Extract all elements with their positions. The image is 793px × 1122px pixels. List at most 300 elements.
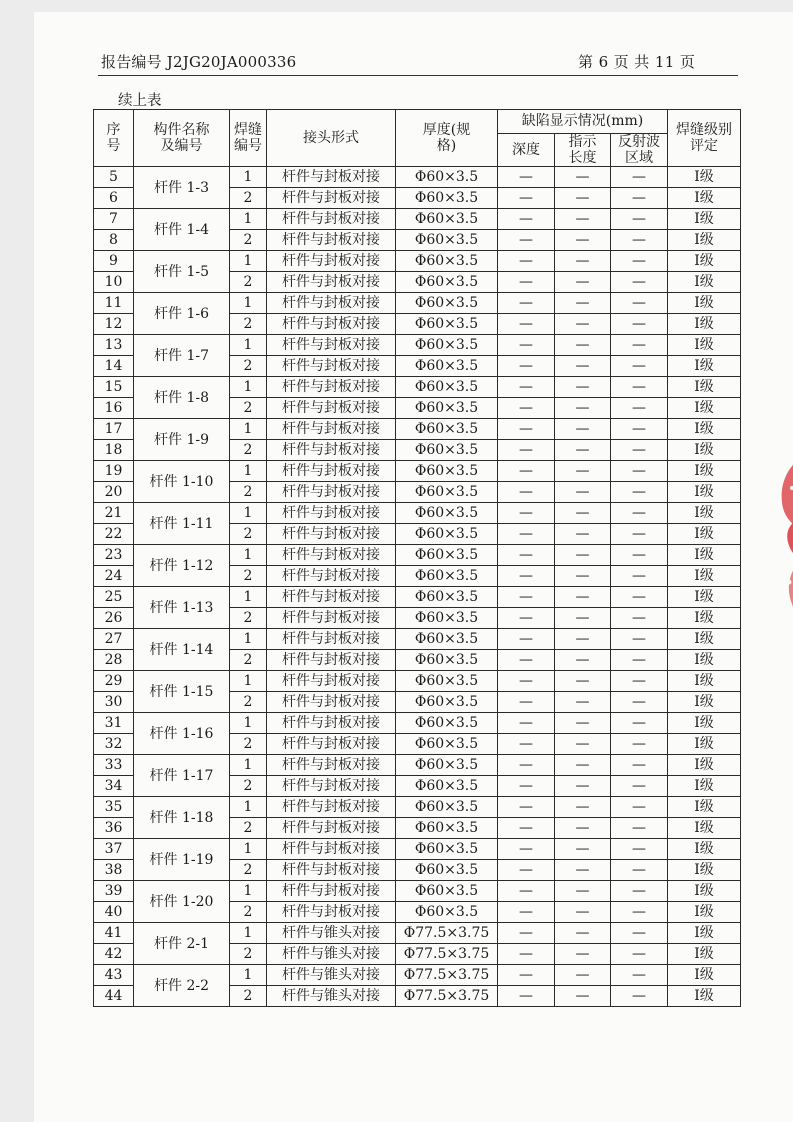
depth-cell: — <box>498 881 555 902</box>
weld-number-cell: 2 <box>230 818 267 839</box>
weld-number-cell: 1 <box>230 419 267 440</box>
weld-number-cell: 2 <box>230 356 267 377</box>
joint-form-cell: 杆件与封板对接 <box>267 797 396 818</box>
seq-cell: 38 <box>94 860 134 881</box>
weld-number-cell: 1 <box>230 167 267 188</box>
spec-cell: Φ60×3.5 <box>396 839 498 860</box>
spec-cell: Φ60×3.5 <box>396 587 498 608</box>
reflection-zone-cell: — <box>611 944 668 965</box>
grade-cell: Ⅰ级 <box>668 965 741 986</box>
table-row <box>94 839 741 860</box>
joint-form-cell: 杆件与封板对接 <box>267 587 396 608</box>
weld-number-cell: 2 <box>230 524 267 545</box>
joint-form-cell: 杆件与封板对接 <box>267 335 396 356</box>
weld-number-cell: 2 <box>230 650 267 671</box>
joint-form-cell: 杆件与封板对接 <box>267 671 396 692</box>
header-joint-form: 接头形式 <box>267 110 396 167</box>
indication-length-cell: — <box>555 629 611 650</box>
table-row <box>94 167 741 188</box>
weld-number-cell: 1 <box>230 209 267 230</box>
indication-length-cell: — <box>555 881 611 902</box>
grade-cell: Ⅰ级 <box>668 503 741 524</box>
indication-length-cell: — <box>555 818 611 839</box>
depth-cell: — <box>498 440 555 461</box>
header-member: 构件名称及编号 <box>134 110 230 167</box>
grade-cell: Ⅰ级 <box>668 188 741 209</box>
weld-number-cell: 1 <box>230 335 267 356</box>
joint-form-cell: 杆件与封板对接 <box>267 713 396 734</box>
weld-number-cell: 1 <box>230 503 267 524</box>
seq-cell: 37 <box>94 839 134 860</box>
reflection-zone-cell: — <box>611 335 668 356</box>
header-indication-length: 指示长度 <box>555 134 611 167</box>
depth-cell: — <box>498 377 555 398</box>
reflection-zone-cell: — <box>611 314 668 335</box>
depth-cell: — <box>498 209 555 230</box>
spec-cell: Φ60×3.5 <box>396 755 498 776</box>
indication-length-cell: — <box>555 398 611 419</box>
table-body <box>94 167 741 1007</box>
grade-cell: Ⅰ级 <box>668 629 741 650</box>
seq-cell: 23 <box>94 545 134 566</box>
joint-form-cell: 杆件与封板对接 <box>267 776 396 797</box>
reflection-zone-cell: — <box>611 461 668 482</box>
depth-cell: — <box>498 335 555 356</box>
indication-length-cell: — <box>555 419 611 440</box>
weld-number-cell: 1 <box>230 671 267 692</box>
indication-length-cell: — <box>555 755 611 776</box>
joint-form-cell: 杆件与封板对接 <box>267 482 396 503</box>
reflection-zone-cell: — <box>611 776 668 797</box>
header-weld-no: 焊缝编号 <box>230 110 267 167</box>
member-name-cell: 杆件 1-19 <box>134 839 230 881</box>
reflection-zone-cell: — <box>611 923 668 944</box>
reflection-zone-cell: — <box>611 839 668 860</box>
table-row <box>94 419 741 440</box>
depth-cell: — <box>498 776 555 797</box>
spec-cell: Φ60×3.5 <box>396 524 498 545</box>
spec-cell: Φ60×3.5 <box>396 461 498 482</box>
spec-cell: Φ60×3.5 <box>396 545 498 566</box>
grade-cell: Ⅰ级 <box>668 566 741 587</box>
seq-cell: 9 <box>94 251 134 272</box>
depth-cell: — <box>498 713 555 734</box>
joint-form-cell: 杆件与封板对接 <box>267 608 396 629</box>
table-row <box>94 293 741 314</box>
indication-length-cell: — <box>555 923 611 944</box>
seq-cell: 34 <box>94 776 134 797</box>
indication-length-cell: — <box>555 272 611 293</box>
depth-cell: — <box>498 293 555 314</box>
reflection-zone-cell: — <box>611 293 668 314</box>
joint-form-cell: 杆件与封板对接 <box>267 902 396 923</box>
seq-cell: 36 <box>94 818 134 839</box>
joint-form-cell: 杆件与锥头对接 <box>267 965 396 986</box>
grade-cell: Ⅰ级 <box>668 818 741 839</box>
spec-cell: Φ60×3.5 <box>396 419 498 440</box>
joint-form-cell: 杆件与锥头对接 <box>267 986 396 1007</box>
reflection-zone-cell: — <box>611 524 668 545</box>
table-row <box>94 923 741 944</box>
seq-cell: 6 <box>94 188 134 209</box>
seq-cell: 21 <box>94 503 134 524</box>
grade-cell: Ⅰ级 <box>668 419 741 440</box>
table-row <box>94 587 741 608</box>
seq-cell: 10 <box>94 272 134 293</box>
spec-cell: Φ60×3.5 <box>396 860 498 881</box>
table-row <box>94 671 741 692</box>
indication-length-cell: — <box>555 461 611 482</box>
table-row <box>94 503 741 524</box>
indication-length-cell: — <box>555 188 611 209</box>
spec-cell: Φ60×3.5 <box>396 356 498 377</box>
depth-cell: — <box>498 965 555 986</box>
weld-number-cell: 1 <box>230 923 267 944</box>
spec-cell: Φ60×3.5 <box>396 692 498 713</box>
spec-cell: Φ77.5×3.75 <box>396 944 498 965</box>
spec-cell: Φ60×3.5 <box>396 503 498 524</box>
spec-cell: Φ60×3.5 <box>396 293 498 314</box>
seq-cell: 44 <box>94 986 134 1007</box>
spec-cell: Φ60×3.5 <box>396 902 498 923</box>
joint-form-cell: 杆件与封板对接 <box>267 440 396 461</box>
header-seq: 序号 <box>94 110 134 167</box>
weld-number-cell: 1 <box>230 251 267 272</box>
weld-number-cell: 2 <box>230 314 267 335</box>
spec-cell: Φ60×3.5 <box>396 314 498 335</box>
grade-cell: Ⅰ级 <box>668 860 741 881</box>
spec-cell: Φ60×3.5 <box>396 881 498 902</box>
indication-length-cell: — <box>555 440 611 461</box>
indication-length-cell: — <box>555 377 611 398</box>
member-name-cell: 杆件 1-14 <box>134 629 230 671</box>
member-name-cell: 杆件 1-7 <box>134 335 230 377</box>
table-row <box>94 251 741 272</box>
table-row <box>94 713 741 734</box>
seq-cell: 42 <box>94 944 134 965</box>
grade-cell: Ⅰ级 <box>668 902 741 923</box>
weld-number-cell: 2 <box>230 902 267 923</box>
joint-form-cell: 杆件与封板对接 <box>267 167 396 188</box>
seq-cell: 15 <box>94 377 134 398</box>
seq-cell: 14 <box>94 356 134 377</box>
seq-cell: 24 <box>94 566 134 587</box>
weld-inspection-table <box>93 109 741 1007</box>
reflection-zone-cell: — <box>611 587 668 608</box>
depth-cell: — <box>498 860 555 881</box>
reflection-zone-cell: — <box>611 608 668 629</box>
seq-cell: 12 <box>94 314 134 335</box>
grade-cell: Ⅰ级 <box>668 944 741 965</box>
joint-form-cell: 杆件与封板对接 <box>267 398 396 419</box>
grade-cell: Ⅰ级 <box>668 923 741 944</box>
grade-cell: Ⅰ级 <box>668 839 741 860</box>
grade-cell: Ⅰ级 <box>668 398 741 419</box>
table-row <box>94 755 741 776</box>
joint-form-cell: 杆件与封板对接 <box>267 545 396 566</box>
joint-form-cell: 杆件与封板对接 <box>267 209 396 230</box>
depth-cell: — <box>498 461 555 482</box>
joint-form-cell: 杆件与锥头对接 <box>267 944 396 965</box>
depth-cell: — <box>498 188 555 209</box>
weld-number-cell: 2 <box>230 776 267 797</box>
spec-cell: Φ60×3.5 <box>396 482 498 503</box>
indication-length-cell: — <box>555 713 611 734</box>
weld-number-cell: 2 <box>230 398 267 419</box>
seq-cell: 5 <box>94 167 134 188</box>
weld-number-cell: 1 <box>230 629 267 650</box>
joint-form-cell: 杆件与封板对接 <box>267 272 396 293</box>
spec-cell: Φ60×3.5 <box>396 671 498 692</box>
spec-cell: Φ60×3.5 <box>396 251 498 272</box>
member-name-cell: 杆件 1-16 <box>134 713 230 755</box>
seq-cell: 7 <box>94 209 134 230</box>
joint-form-cell: 杆件与封板对接 <box>267 881 396 902</box>
reflection-zone-cell: — <box>611 671 668 692</box>
depth-cell: — <box>498 797 555 818</box>
reflection-zone-cell: — <box>611 629 668 650</box>
seq-cell: 35 <box>94 797 134 818</box>
indication-length-cell: — <box>555 524 611 545</box>
seq-cell: 22 <box>94 524 134 545</box>
reflection-zone-cell: — <box>611 167 668 188</box>
indication-length-cell: — <box>555 944 611 965</box>
member-name-cell: 杆件 1-6 <box>134 293 230 335</box>
grade-cell: Ⅰ级 <box>668 650 741 671</box>
spec-cell: Φ60×3.5 <box>396 713 498 734</box>
grade-cell: Ⅰ级 <box>668 692 741 713</box>
joint-form-cell: 杆件与封板对接 <box>267 293 396 314</box>
grade-cell: Ⅰ级 <box>668 356 741 377</box>
reflection-zone-cell: — <box>611 797 668 818</box>
reflection-zone-cell: — <box>611 188 668 209</box>
spec-cell: Φ60×3.5 <box>396 377 498 398</box>
depth-cell: — <box>498 524 555 545</box>
grade-cell: Ⅰ级 <box>668 230 741 251</box>
joint-form-cell: 杆件与封板对接 <box>267 461 396 482</box>
joint-form-cell: 杆件与封板对接 <box>267 356 396 377</box>
depth-cell: — <box>498 608 555 629</box>
indication-length-cell: — <box>555 797 611 818</box>
member-name-cell: 杆件 2-2 <box>134 965 230 1007</box>
table-row <box>94 881 741 902</box>
spec-cell: Φ60×3.5 <box>396 398 498 419</box>
member-name-cell: 杆件 1-17 <box>134 755 230 797</box>
grade-cell: Ⅰ级 <box>668 755 741 776</box>
reflection-zone-cell: — <box>611 377 668 398</box>
depth-cell: — <box>498 650 555 671</box>
reflection-zone-cell: — <box>611 692 668 713</box>
depth-cell: — <box>498 314 555 335</box>
reflection-zone-cell: — <box>611 881 668 902</box>
joint-form-cell: 杆件与封板对接 <box>267 566 396 587</box>
seq-cell: 26 <box>94 608 134 629</box>
weld-number-cell: 1 <box>230 797 267 818</box>
table-row <box>94 209 741 230</box>
depth-cell: — <box>498 986 555 1007</box>
joint-form-cell: 杆件与封板对接 <box>267 818 396 839</box>
indication-length-cell: — <box>555 671 611 692</box>
seq-cell: 39 <box>94 881 134 902</box>
grade-cell: Ⅰ级 <box>668 776 741 797</box>
table-row <box>94 335 741 356</box>
reflection-zone-cell: — <box>611 419 668 440</box>
indication-length-cell: — <box>555 566 611 587</box>
reflection-zone-cell: — <box>611 440 668 461</box>
seq-cell: 32 <box>94 734 134 755</box>
reflection-zone-cell: — <box>611 503 668 524</box>
reflection-zone-cell: — <box>611 356 668 377</box>
depth-cell: — <box>498 839 555 860</box>
indication-length-cell: — <box>555 776 611 797</box>
table-row <box>94 965 741 986</box>
weld-number-cell: 1 <box>230 755 267 776</box>
depth-cell: — <box>498 944 555 965</box>
depth-cell: — <box>498 629 555 650</box>
seq-cell: 31 <box>94 713 134 734</box>
depth-cell: — <box>498 545 555 566</box>
spec-cell: Φ77.5×3.75 <box>396 986 498 1007</box>
depth-cell: — <box>498 503 555 524</box>
reflection-zone-cell: — <box>611 902 668 923</box>
grade-cell: Ⅰ级 <box>668 272 741 293</box>
weld-number-cell: 2 <box>230 734 267 755</box>
seq-cell: 28 <box>94 650 134 671</box>
grade-cell: Ⅰ级 <box>668 440 741 461</box>
member-name-cell: 杆件 1-18 <box>134 797 230 839</box>
reflection-zone-cell: — <box>611 272 668 293</box>
header-thickness: 厚度(规格) <box>396 110 498 167</box>
weld-number-cell: 2 <box>230 272 267 293</box>
reflection-zone-cell: — <box>611 986 668 1007</box>
seq-cell: 43 <box>94 965 134 986</box>
grade-cell: Ⅰ级 <box>668 251 741 272</box>
depth-cell: — <box>498 230 555 251</box>
spec-cell: Φ60×3.5 <box>396 167 498 188</box>
header-divider <box>98 75 738 76</box>
indication-length-cell: — <box>555 356 611 377</box>
member-name-cell: 杆件 1-5 <box>134 251 230 293</box>
joint-form-cell: 杆件与封板对接 <box>267 377 396 398</box>
depth-cell: — <box>498 356 555 377</box>
joint-form-cell: 杆件与封板对接 <box>267 524 396 545</box>
weld-number-cell: 2 <box>230 692 267 713</box>
grade-cell: Ⅰ级 <box>668 167 741 188</box>
grade-cell: Ⅰ级 <box>668 734 741 755</box>
seq-cell: 16 <box>94 398 134 419</box>
grade-cell: Ⅰ级 <box>668 986 741 1007</box>
page-indicator: 第 6 页 共 11 页 <box>578 53 696 71</box>
weld-number-cell: 2 <box>230 482 267 503</box>
grade-cell: Ⅰ级 <box>668 335 741 356</box>
member-name-cell: 杆件 1-8 <box>134 377 230 419</box>
table-row <box>94 629 741 650</box>
seq-cell: 29 <box>94 671 134 692</box>
indication-length-cell: — <box>555 860 611 881</box>
indication-length-cell: — <box>555 482 611 503</box>
grade-cell: Ⅰ级 <box>668 587 741 608</box>
spec-cell: Φ60×3.5 <box>396 440 498 461</box>
depth-cell: — <box>498 566 555 587</box>
seq-cell: 19 <box>94 461 134 482</box>
spec-cell: Φ60×3.5 <box>396 230 498 251</box>
seq-cell: 40 <box>94 902 134 923</box>
reflection-zone-cell: — <box>611 818 668 839</box>
grade-cell: Ⅰ级 <box>668 671 741 692</box>
depth-cell: — <box>498 818 555 839</box>
seq-cell: 33 <box>94 755 134 776</box>
member-name-cell: 杆件 1-4 <box>134 209 230 251</box>
depth-cell: — <box>498 419 555 440</box>
joint-form-cell: 杆件与封板对接 <box>267 629 396 650</box>
indication-length-cell: — <box>555 986 611 1007</box>
weld-number-cell: 1 <box>230 587 267 608</box>
indication-length-cell: — <box>555 314 611 335</box>
reflection-zone-cell: — <box>611 566 668 587</box>
grade-cell: Ⅰ级 <box>668 482 741 503</box>
weld-number-cell: 2 <box>230 440 267 461</box>
reflection-zone-cell: — <box>611 230 668 251</box>
joint-form-cell: 杆件与封板对接 <box>267 314 396 335</box>
member-name-cell: 杆件 1-11 <box>134 503 230 545</box>
spec-cell: Φ60×3.5 <box>396 272 498 293</box>
table-row <box>94 797 741 818</box>
indication-length-cell: — <box>555 251 611 272</box>
joint-form-cell: 杆件与封板对接 <box>267 650 396 671</box>
joint-form-cell: 杆件与封板对接 <box>267 860 396 881</box>
reflection-zone-cell: — <box>611 860 668 881</box>
indication-length-cell: — <box>555 965 611 986</box>
member-name-cell: 杆件 1-20 <box>134 881 230 923</box>
indication-length-cell: — <box>555 608 611 629</box>
seq-cell: 13 <box>94 335 134 356</box>
member-name-cell: 杆件 1-15 <box>134 671 230 713</box>
member-name-cell: 杆件 1-9 <box>134 419 230 461</box>
table-row <box>94 545 741 566</box>
joint-form-cell: 杆件与封板对接 <box>267 419 396 440</box>
header-grade: 焊缝级别评定 <box>668 110 741 167</box>
indication-length-cell: — <box>555 692 611 713</box>
reflection-zone-cell: — <box>611 650 668 671</box>
indication-length-cell: — <box>555 335 611 356</box>
reflection-zone-cell: — <box>611 545 668 566</box>
joint-form-cell: 杆件与封板对接 <box>267 839 396 860</box>
header-reflection-zone: 反射波区域 <box>611 134 668 167</box>
indication-length-cell: — <box>555 503 611 524</box>
reflection-zone-cell: — <box>611 482 668 503</box>
grade-cell: Ⅰ级 <box>668 314 741 335</box>
grade-cell: Ⅰ级 <box>668 377 741 398</box>
depth-cell: — <box>498 755 555 776</box>
report-number: 报告编号 J2JG20JA000336 <box>101 53 297 71</box>
weld-number-cell: 1 <box>230 965 267 986</box>
spec-cell: Φ60×3.5 <box>396 818 498 839</box>
table-row <box>94 461 741 482</box>
joint-form-cell: 杆件与封板对接 <box>267 230 396 251</box>
depth-cell: — <box>498 167 555 188</box>
spec-cell: Φ60×3.5 <box>396 335 498 356</box>
seq-cell: 30 <box>94 692 134 713</box>
joint-form-cell: 杆件与封板对接 <box>267 188 396 209</box>
grade-cell: Ⅰ级 <box>668 797 741 818</box>
grade-cell: Ⅰ级 <box>668 461 741 482</box>
grade-cell: Ⅰ级 <box>668 608 741 629</box>
indication-length-cell: — <box>555 650 611 671</box>
member-name-cell: 杆件 1-10 <box>134 461 230 503</box>
depth-cell: — <box>498 923 555 944</box>
reflection-zone-cell: — <box>611 755 668 776</box>
seq-cell: 8 <box>94 230 134 251</box>
